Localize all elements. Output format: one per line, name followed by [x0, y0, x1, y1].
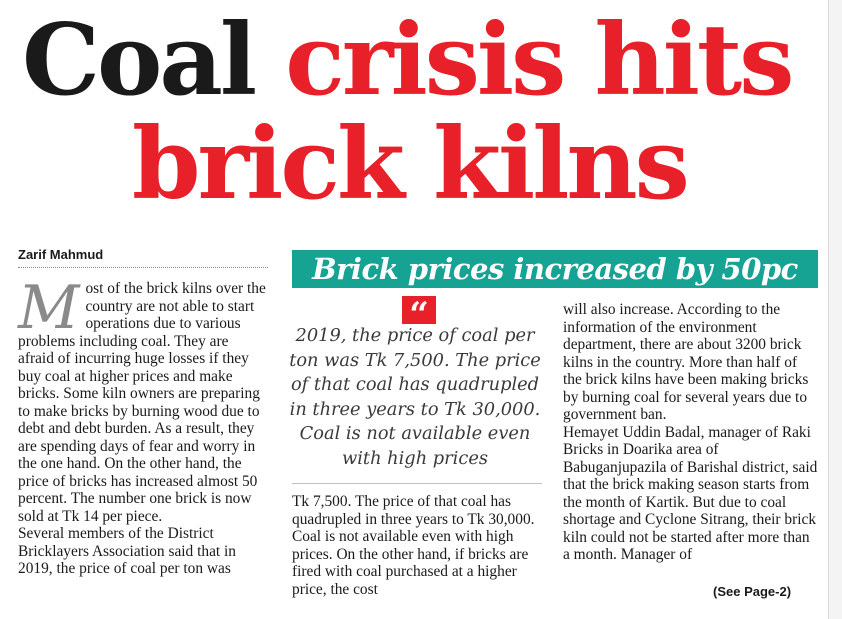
byline-divider	[18, 267, 268, 268]
headline-line-1	[22, 3, 842, 118]
column-1-paragraph-2: Several members of the District Bricklayers Association said that in 2019, the price of coal per ton was	[18, 525, 236, 577]
article-column-3	[563, 301, 818, 564]
headline-line-2: brick kilns	[132, 107, 687, 222]
pull-quote: 2019, the price of coal per ton was Tk 7,500. The price of that coal has quadrupled in three years to Tk 30,000. Coal is not available even with high prices	[289, 325, 541, 469]
article-column-1	[18, 273, 268, 578]
column-3-paragraph-2: Hemayet Uddin Badal, manager of Raki Bricks in Doarika area of Babuganjupazila of Barishal district, said that the brick making season starts from the month of Kartik. But due to coal shortage and Cyclone Sitrang, their brick kiln could not be started after more than a month. Manager of	[563, 423, 818, 563]
headline-words-crisis-hits: crisis hits	[285, 3, 792, 118]
headline-word-coal: Coal	[22, 3, 255, 118]
quote-mark-icon: “	[402, 296, 436, 324]
subheadline-text: Brick prices increased by 50pc	[312, 252, 798, 286]
article-column-2	[292, 493, 537, 598]
column-2-paragraph: Tk 7,500. The price of that coal has quadrupled in three years to Tk 30,000. Coal is not available even with high prices. On the other hand, if bricks are fired with coal purchased at a higher price, the cost	[292, 493, 535, 598]
pull-quote-divider	[292, 483, 542, 484]
drop-cap: M	[18, 273, 80, 343]
subheadline-banner	[292, 250, 818, 288]
continuation-note[interactable]: (See Page-2)	[713, 584, 792, 599]
column-3-paragraph-1: will also increase. According to the information of the environment department, there are about 3200 brick kilns in the country. More than half of the brick kilns have been making bricks by burning coal for several years due to government ban.	[563, 301, 809, 423]
byline: Zarif Mahmud	[18, 247, 104, 262]
column-1-paragraph-1: ost of the brick kilns over the country are not able to start operations due to various problems including coal. They are afraid of incurring huge losses if they buy coal at higher prices and make bricks. Some kiln owners are preparing to make bricks by burning wood due to debt and debt burden. As a result, they are spending days of fear and worry in the one hand. On the other hand, the price of bricks has increased almost 50 percent. The number one brick is now sold at Tk 14 per piece.	[18, 280, 266, 525]
